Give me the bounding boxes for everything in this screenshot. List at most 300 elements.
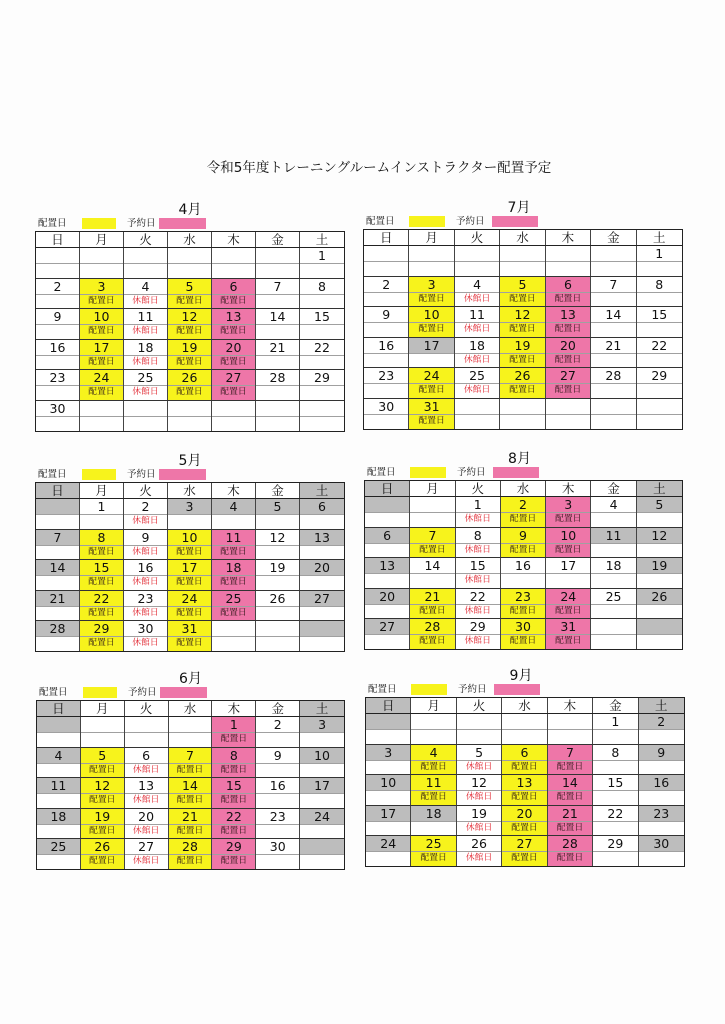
week-row	[364, 338, 682, 369]
day-cell	[500, 399, 545, 429]
day-cell	[364, 277, 409, 307]
day-number: 25	[124, 370, 167, 386]
day-status-label: 休館日	[464, 636, 491, 647]
week-row	[365, 619, 682, 649]
week-row	[37, 717, 344, 748]
calendar-grid	[365, 697, 685, 867]
day-number: 12	[256, 530, 299, 546]
day-status-label	[364, 384, 408, 398]
weekday-header: 木	[548, 698, 593, 713]
day-cell	[212, 401, 256, 431]
day-number: 29	[300, 370, 344, 386]
day-cell	[409, 338, 454, 368]
weekday-header: 月	[80, 232, 124, 247]
day-cell	[124, 401, 168, 431]
day-cell	[300, 530, 344, 560]
day-number: 8	[637, 277, 682, 293]
day-status-label	[411, 822, 455, 836]
day-number: 21	[256, 340, 299, 356]
day-number: 3	[366, 745, 410, 761]
weekday-header: 火	[457, 698, 502, 713]
day-cell	[456, 589, 501, 619]
day-number: 10	[300, 748, 344, 764]
day-number: 17	[300, 778, 344, 794]
week-row	[364, 307, 682, 338]
day-status-label	[637, 574, 682, 588]
calendar-september	[365, 665, 685, 875]
day-cell	[37, 748, 81, 778]
day-cell	[637, 338, 682, 368]
day-number: 28	[256, 370, 299, 386]
month-text: 7月	[503, 201, 536, 217]
day-status-label: 配置日	[418, 415, 445, 426]
day-cell	[502, 836, 547, 866]
legend-assign-swatch	[82, 469, 116, 480]
day-number: 18	[124, 340, 167, 356]
month-text: 6月	[174, 672, 207, 688]
day-status-label	[548, 730, 592, 744]
week-row	[36, 591, 344, 622]
day-number: 29	[456, 619, 500, 635]
day-status-label	[591, 262, 635, 276]
legend-reserve-label: 予約日	[457, 467, 486, 478]
day-cell	[457, 775, 502, 805]
week-row	[365, 497, 682, 528]
day-status-label: 配置日	[220, 607, 247, 618]
day-number: 15	[300, 309, 344, 325]
day-cell	[411, 775, 456, 805]
day-cell	[410, 497, 455, 527]
day-status-label	[500, 262, 544, 276]
weekday-header: 月	[411, 698, 456, 713]
day-number: 8	[80, 530, 123, 546]
day-number: 2	[501, 497, 545, 513]
day-cell	[81, 748, 125, 778]
day-number: 30	[364, 399, 408, 415]
day-number	[500, 399, 544, 415]
day-number: 9	[501, 528, 545, 544]
day-number: 31	[409, 399, 453, 415]
day-cell	[300, 279, 344, 309]
day-status-label	[256, 764, 299, 778]
weekday-header: 木	[546, 481, 591, 496]
day-number: 2	[639, 714, 684, 730]
day-status-label: 配置日	[220, 734, 248, 744]
day-cell	[409, 246, 454, 276]
day-number: 21	[169, 809, 212, 825]
day-status-label: 配置日	[88, 326, 115, 337]
day-number: 13	[300, 530, 344, 546]
day-number: 3	[80, 279, 123, 295]
day-number	[457, 714, 501, 730]
day-status-label	[366, 852, 410, 866]
day-number: 27	[300, 591, 344, 607]
day-status-label: 配置日	[176, 577, 203, 588]
week-row	[37, 839, 344, 869]
day-status-label: 配置日	[89, 825, 116, 836]
day-cell	[637, 246, 682, 276]
day-number: 1	[80, 499, 123, 515]
day-cell	[212, 370, 256, 400]
day-status-label	[212, 515, 255, 529]
day-status-label: 配置日	[176, 856, 204, 867]
weekday-header: 木	[212, 232, 256, 247]
day-cell	[637, 558, 682, 588]
week-row	[36, 401, 344, 431]
day-number: 13	[125, 778, 168, 794]
day-status-label: 配置日	[176, 356, 203, 367]
day-status-label	[81, 733, 124, 747]
day-number: 13	[502, 775, 546, 791]
day-status-label	[639, 730, 684, 744]
day-number: 6	[300, 499, 344, 515]
day-status-label	[637, 262, 682, 276]
day-cell	[637, 399, 682, 429]
day-status-label	[80, 417, 123, 431]
day-cell	[455, 399, 500, 429]
day-status-label	[409, 262, 453, 276]
day-number	[169, 717, 212, 733]
day-status-label	[639, 852, 684, 866]
day-number: 30	[501, 619, 545, 635]
week-row	[37, 748, 344, 779]
day-cell	[36, 309, 80, 339]
week-row	[36, 248, 344, 279]
day-cell	[37, 839, 81, 869]
legend-reserve-swatch	[159, 218, 206, 229]
day-number	[637, 399, 682, 415]
weekday-header: 火	[124, 483, 168, 498]
legend-assign-label: 配置日	[39, 687, 68, 698]
day-status-label	[455, 415, 499, 429]
weekday-header: 火	[455, 230, 500, 245]
day-status-label: 配置日	[176, 326, 203, 337]
day-number	[36, 499, 79, 515]
calendar-april	[35, 199, 345, 416]
day-cell	[124, 340, 168, 370]
weekday-header: 月	[409, 230, 454, 245]
day-cell	[546, 368, 591, 398]
day-status-label: 配置日	[420, 853, 447, 864]
day-cell	[639, 714, 684, 744]
day-status-label: 配置日	[509, 636, 537, 647]
day-cell	[457, 836, 502, 866]
day-number: 24	[366, 836, 410, 852]
day-cell	[168, 370, 212, 400]
day-cell	[81, 717, 125, 747]
day-cell	[639, 745, 684, 775]
day-status-label: 配置日	[555, 544, 582, 555]
day-number: 16	[124, 560, 167, 576]
day-cell	[593, 836, 638, 866]
day-cell	[411, 836, 456, 866]
day-number: 17	[546, 558, 590, 574]
day-status-label	[300, 764, 344, 778]
day-cell	[212, 591, 256, 621]
day-number: 18	[212, 560, 255, 576]
day-status-label: 休館日	[465, 822, 493, 833]
weekday-header-row	[37, 701, 344, 717]
week-row	[366, 745, 684, 776]
legend-assign-label: 配置日	[367, 467, 396, 478]
day-number: 19	[168, 340, 211, 356]
day-cell	[256, 248, 300, 278]
day-cell	[455, 307, 500, 337]
day-number: 27	[125, 839, 168, 855]
day-cell	[501, 589, 546, 619]
day-status-label	[300, 637, 344, 651]
day-number: 1	[637, 246, 682, 262]
day-status-label: 配置日	[509, 605, 537, 616]
day-status-label	[366, 730, 410, 744]
weekday-header-row	[364, 230, 682, 246]
day-status-label	[37, 855, 80, 869]
day-number	[409, 246, 453, 262]
day-cell	[500, 307, 545, 337]
day-cell	[169, 778, 213, 808]
day-status-label	[37, 794, 80, 808]
day-cell	[409, 277, 454, 307]
weekday-header: 月	[410, 481, 455, 496]
weekday-header: 日	[364, 230, 409, 245]
weekday-header: 金	[256, 701, 300, 716]
legend-reserve-label: 予約日	[458, 684, 487, 695]
day-status-label	[212, 417, 255, 431]
day-cell	[455, 338, 500, 368]
day-cell	[300, 591, 344, 621]
day-number: 20	[502, 806, 546, 822]
day-status-label: 配置日	[509, 385, 536, 396]
day-status-label	[364, 323, 408, 337]
day-cell	[548, 714, 593, 744]
day-number: 2	[124, 499, 167, 515]
weekday-header: 火	[125, 701, 169, 716]
weekday-header: 金	[256, 483, 300, 498]
weekday-header: 日	[36, 483, 80, 498]
day-number: 24	[300, 809, 344, 825]
day-status-label: 配置日	[554, 354, 582, 365]
day-number: 28	[410, 619, 454, 635]
weekday-header: 火	[456, 481, 501, 496]
day-cell	[591, 338, 636, 368]
day-number: 19	[457, 806, 501, 822]
day-number: 7	[36, 530, 79, 546]
weekday-header: 木	[212, 483, 256, 498]
day-status-label	[300, 733, 344, 747]
day-status-label	[365, 635, 409, 649]
day-status-label: 配置日	[509, 544, 537, 555]
day-cell	[212, 839, 256, 869]
weekday-header: 水	[169, 701, 213, 716]
day-status-label	[365, 513, 409, 527]
day-cell	[457, 745, 502, 775]
day-cell	[168, 530, 212, 560]
day-cell	[168, 279, 212, 309]
day-cell	[546, 589, 591, 619]
day-cell	[212, 621, 256, 651]
day-status-label	[639, 761, 684, 775]
day-cell	[637, 307, 682, 337]
day-number: 3	[546, 497, 590, 513]
day-status-label: 配置日	[555, 636, 582, 647]
day-status-label	[256, 733, 299, 747]
legend-assign-label: 配置日	[368, 684, 397, 695]
day-status-label: 配置日	[220, 764, 248, 775]
weekday-header-row	[366, 698, 684, 714]
legend	[35, 468, 345, 481]
day-number: 2	[256, 717, 299, 733]
day-status-label	[124, 417, 167, 431]
day-number: 16	[501, 558, 545, 574]
day-status-label	[591, 354, 635, 368]
day-status-label	[256, 295, 299, 309]
day-number	[80, 248, 123, 264]
legend-assign-swatch	[409, 216, 445, 227]
day-status-label	[300, 576, 344, 590]
day-number: 16	[36, 340, 79, 356]
day-number: 26	[168, 370, 211, 386]
day-status-label	[300, 794, 344, 808]
day-status-label: 配置日	[556, 792, 584, 803]
day-number	[546, 399, 590, 415]
day-number: 28	[36, 621, 79, 637]
day-number: 14	[36, 560, 79, 576]
day-cell	[36, 370, 80, 400]
day-cell	[256, 401, 300, 431]
day-cell	[593, 806, 638, 836]
calendar-grid	[364, 480, 683, 650]
day-cell	[366, 836, 411, 866]
day-number	[256, 621, 299, 637]
day-status-label: 配置日	[556, 822, 584, 833]
weekday-header: 土	[300, 483, 344, 498]
day-status-label	[256, 356, 299, 370]
day-status-label: 配置日	[176, 764, 204, 775]
page-title: 令和5年度トレーニングルームインストラクター配置予定	[206, 160, 552, 176]
day-status-label	[300, 356, 344, 370]
legend-assign-swatch	[82, 218, 116, 229]
day-status-label	[365, 605, 409, 619]
day-status-label: 休館日	[464, 514, 491, 524]
day-number: 22	[80, 591, 123, 607]
day-status-label: 休館日	[463, 293, 491, 304]
day-cell	[410, 558, 455, 588]
day-cell	[591, 619, 636, 649]
day-cell	[409, 307, 454, 337]
day-status-label: 配置日	[88, 356, 115, 367]
day-cell	[212, 248, 256, 278]
day-cell	[169, 809, 213, 839]
day-cell	[212, 778, 256, 808]
day-status-label	[637, 354, 682, 368]
day-cell	[36, 279, 80, 309]
day-cell	[80, 340, 124, 370]
month-label	[36, 668, 345, 685]
day-status-label	[256, 515, 299, 529]
day-cell	[455, 368, 500, 398]
day-number: 3	[300, 717, 344, 733]
weekday-header: 木	[546, 230, 591, 245]
day-number: 7	[591, 277, 635, 293]
weekday-header: 日	[366, 698, 411, 713]
day-number	[300, 401, 344, 417]
day-number: 23	[639, 806, 684, 822]
day-cell	[125, 717, 169, 747]
day-status-label	[168, 417, 211, 431]
day-status-label	[591, 513, 635, 527]
day-status-label	[637, 415, 682, 429]
day-status-label: 休館日	[132, 764, 160, 775]
day-number: 20	[125, 809, 168, 825]
day-number: 26	[500, 368, 544, 384]
day-number: 28	[169, 839, 212, 855]
weekday-header: 水	[168, 232, 212, 247]
day-status-label	[300, 264, 344, 278]
day-status-label	[212, 264, 255, 278]
day-number: 7	[169, 748, 212, 764]
day-cell	[637, 619, 682, 649]
day-cell	[457, 714, 502, 744]
day-status-label: 配置日	[554, 293, 582, 304]
week-row	[366, 806, 684, 837]
day-status-label	[168, 264, 211, 278]
day-number: 5	[637, 497, 682, 513]
day-status-label: 配置日	[220, 577, 247, 588]
day-status-label: 配置日	[220, 546, 247, 557]
day-cell	[168, 401, 212, 431]
day-number	[212, 401, 255, 417]
day-status-label	[36, 264, 79, 278]
day-number: 11	[411, 775, 455, 791]
day-number: 15	[593, 775, 637, 791]
day-number: 14	[548, 775, 592, 791]
week-row	[36, 621, 344, 651]
day-number: 28	[591, 368, 635, 384]
legend	[36, 686, 345, 699]
week-row	[366, 775, 684, 806]
day-status-label	[457, 730, 501, 744]
day-status-label	[591, 544, 635, 558]
legend	[365, 683, 685, 696]
day-cell	[168, 560, 212, 590]
day-cell	[256, 370, 300, 400]
day-number: 21	[410, 589, 454, 605]
day-cell	[502, 806, 547, 836]
day-cell	[124, 248, 168, 278]
day-status-label: 配置日	[418, 324, 445, 335]
day-status-label: 休館日	[132, 356, 159, 367]
day-cell	[256, 560, 300, 590]
day-number: 11	[455, 307, 499, 323]
day-cell	[124, 370, 168, 400]
day-status-label: 配置日	[176, 387, 203, 398]
day-cell	[80, 499, 124, 529]
day-status-label	[502, 730, 546, 744]
day-number: 25	[455, 368, 499, 384]
day-cell	[366, 714, 411, 744]
weekday-header: 金	[593, 698, 638, 713]
day-cell	[364, 307, 409, 337]
day-status-label: 配置日	[176, 295, 203, 306]
week-row	[37, 809, 344, 840]
day-status-label: 配置日	[88, 295, 115, 306]
day-status-label	[37, 825, 80, 839]
weekday-header: 土	[300, 701, 344, 716]
day-number: 10	[409, 307, 453, 323]
day-number	[591, 619, 635, 635]
day-cell	[502, 714, 547, 744]
day-status-label	[36, 417, 79, 431]
